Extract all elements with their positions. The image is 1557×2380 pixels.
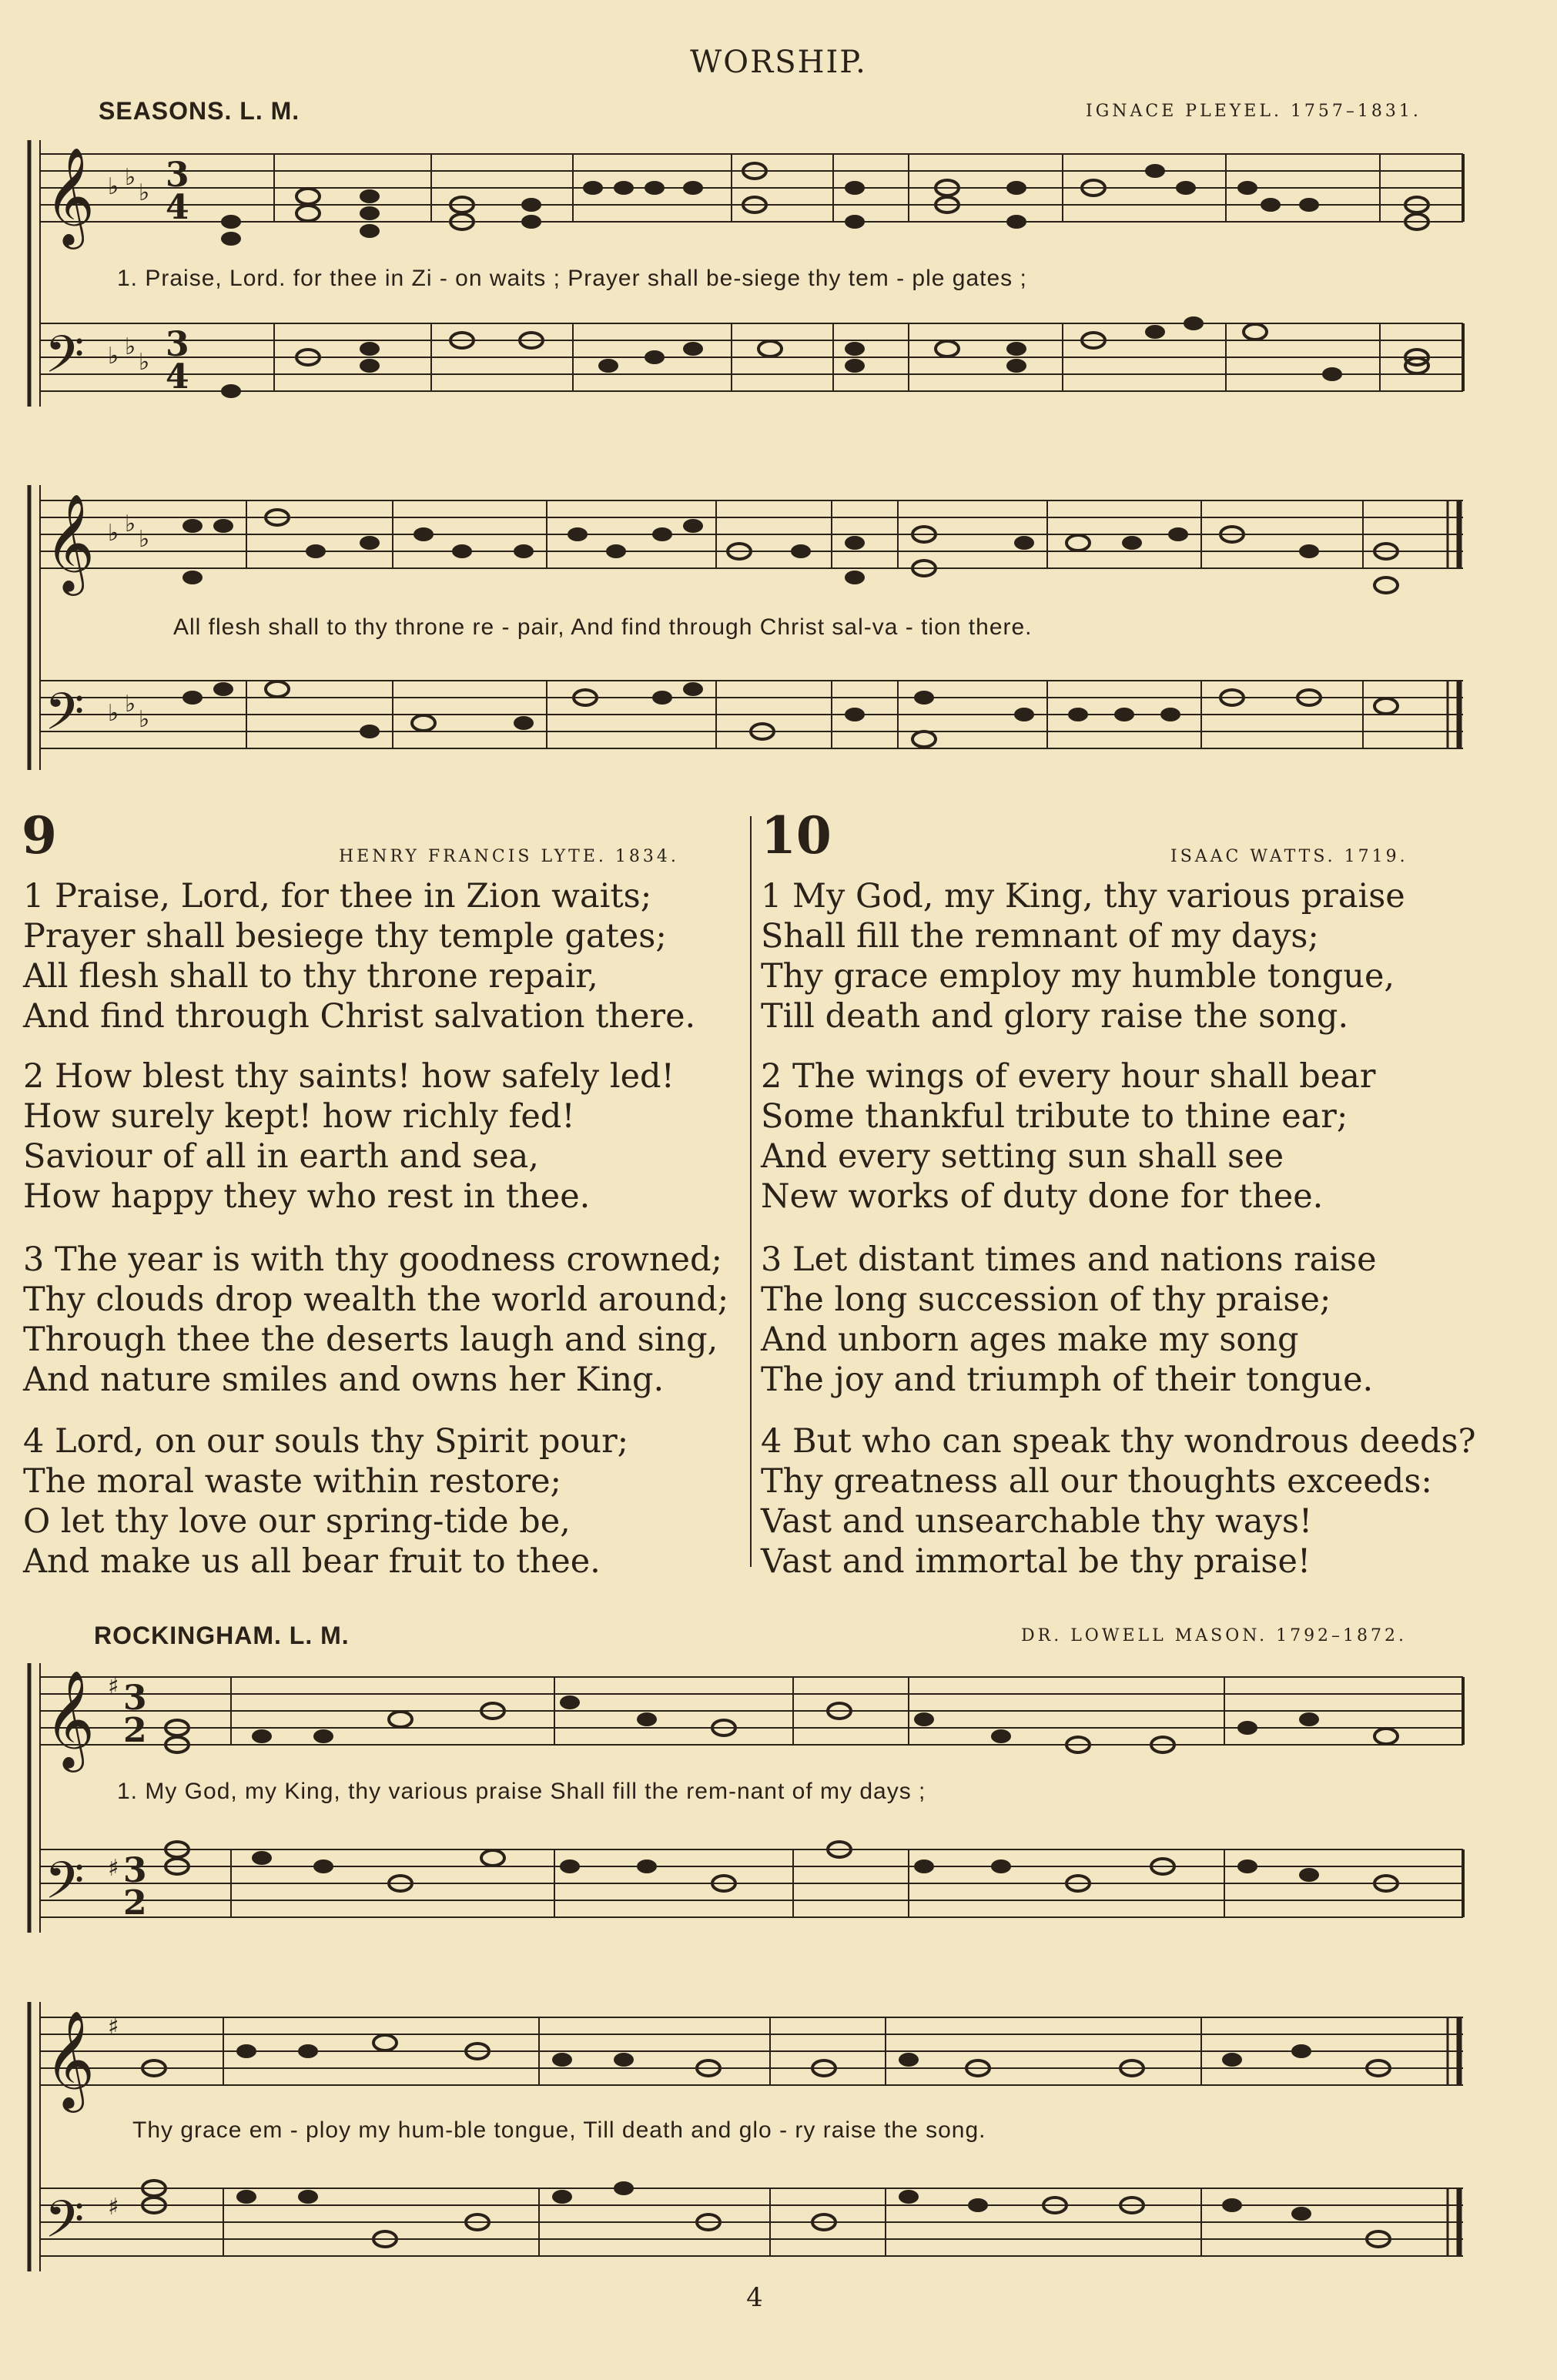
verse-line: All flesh shall to thy throne repair, xyxy=(23,957,598,996)
verse-line: Vast and immortal be thy praise! xyxy=(761,1542,1311,1581)
verse-line: 4 But who can speak thy wondrous deeds? xyxy=(761,1422,1476,1461)
svg-text:♭: ♭ xyxy=(108,700,119,727)
svg-text:♭: ♭ xyxy=(139,349,150,376)
svg-text:♭: ♭ xyxy=(125,691,136,718)
verse-line: Thy greatness all our thoughts exceeds: xyxy=(761,1462,1432,1501)
svg-text:♯: ♯ xyxy=(108,1673,119,1700)
page-number: 4 xyxy=(746,2282,763,2313)
tune-name-rockingham: ROCKINGHAM. L. M. xyxy=(94,1622,350,1649)
svg-text:♯: ♯ xyxy=(108,2194,119,2221)
hymn-author-10: ISAAC WATTS. 1719. xyxy=(1170,847,1408,866)
svg-text:𝄞: 𝄞 xyxy=(45,2010,95,2108)
svg-text:4: 4 xyxy=(166,188,189,227)
verse-line: Vast and unsearchable thy ways! xyxy=(761,1502,1313,1541)
svg-text:3: 3 xyxy=(123,1851,147,1890)
svg-text:3: 3 xyxy=(166,325,189,364)
svg-text:♭: ♭ xyxy=(108,343,119,370)
verse-line: Till death and glory raise the song. xyxy=(761,997,1349,1036)
verse-line: 4 Lord, on our souls thy Spirit pour; xyxy=(23,1422,629,1461)
verse-line: Through thee the deserts laugh and sing, xyxy=(23,1321,718,1359)
tune-seasons-lyric-2: All flesh shall to thy throne re - pair, And find through Christ sal-va - tion there. xyxy=(173,614,1033,640)
svg-text:3: 3 xyxy=(166,156,189,195)
svg-text:𝄞: 𝄞 xyxy=(45,1669,95,1768)
svg-text:♭: ♭ xyxy=(125,164,136,191)
hymn-number-10: 10 xyxy=(761,805,832,865)
svg-text:♭: ♭ xyxy=(139,179,150,206)
verse-line: And unborn ages make my song xyxy=(761,1321,1299,1359)
tune-rockingham-lyric-1: 1. My God, my King, thy various praise Shall fill the rem-nant of my days ; xyxy=(117,1779,926,1804)
svg-text:3: 3 xyxy=(123,1679,147,1718)
verse-line: Prayer shall besiege thy temple gates; xyxy=(23,917,667,956)
svg-text:𝄞: 𝄞 xyxy=(45,493,95,591)
svg-text:𝄞: 𝄞 xyxy=(45,146,95,245)
verse-line: Saviour of all in earth and sea, xyxy=(23,1137,539,1176)
svg-text:𝄢: 𝄢 xyxy=(45,325,85,397)
tune-composer-rockingham: DR. LOWELL MASON. 1792–1872. xyxy=(1021,1626,1408,1645)
verse-line: And every setting sun shall see xyxy=(761,1137,1284,1176)
verse-line: And find through Christ salvation there. xyxy=(23,997,696,1036)
verse-line: 1 My God, my King, thy various praise xyxy=(761,877,1405,916)
svg-text:♭: ♭ xyxy=(139,526,150,553)
verse-line: And make us all bear fruit to thee. xyxy=(23,1542,601,1581)
verse-line: The moral waste within restore; xyxy=(23,1462,562,1501)
verse-line: 1 Praise, Lord, for thee in Zion waits; xyxy=(23,877,652,916)
svg-text:2: 2 xyxy=(123,1711,147,1750)
tune-name-seasons: SEASONS. L. M. xyxy=(99,97,300,125)
hymn-author-9: HENRY FRANCIS LYTE. 1834. xyxy=(339,847,679,866)
tune-rockingham-lyric-2: Thy grace em - ploy my hum-ble tongue, Till death and glo - ry raise the song. xyxy=(132,2117,986,2143)
verse-line: Shall fill the remnant of my days; xyxy=(761,917,1319,956)
svg-text:𝄢: 𝄢 xyxy=(45,682,85,754)
verse-line: The long succession of thy praise; xyxy=(761,1280,1331,1319)
svg-text:♭: ♭ xyxy=(108,173,119,200)
svg-text:2: 2 xyxy=(123,1883,147,1923)
svg-text:♭: ♭ xyxy=(139,706,150,733)
verse-line: Thy clouds drop wealth the world around; xyxy=(23,1280,729,1319)
hymn-number-9: 9 xyxy=(22,805,57,865)
verse-line: The joy and triumph of their tongue. xyxy=(761,1361,1374,1399)
verse-line: Thy grace employ my humble tongue, xyxy=(761,957,1395,996)
verse-line: O let thy love our spring-tide be, xyxy=(23,1502,571,1541)
verse-line: 3 Let distant times and nations raise xyxy=(761,1240,1377,1279)
svg-text:𝄢: 𝄢 xyxy=(45,1851,85,1923)
svg-text:♭: ♭ xyxy=(125,333,136,360)
verse-line: How happy they who rest in thee. xyxy=(23,1177,591,1216)
tune-composer-seasons: IGNACE PLEYEL. 1757–1831. xyxy=(1086,102,1421,121)
verse-line: 2 How blest thy saints! how safely led! xyxy=(23,1057,675,1096)
verse-line: Some thankful tribute to thine ear; xyxy=(761,1097,1348,1136)
svg-text:♭: ♭ xyxy=(125,510,136,537)
svg-text:♯: ♯ xyxy=(108,1855,119,1882)
verse-line: 3 The year is with thy goodness crowned; xyxy=(23,1240,722,1279)
verse-line: How surely kept! how richly fed! xyxy=(23,1097,575,1136)
verse-line: 2 The wings of every hour shall bear xyxy=(761,1057,1376,1096)
verse-line: New works of duty done for thee. xyxy=(761,1177,1324,1216)
svg-text:𝄢: 𝄢 xyxy=(45,2190,85,2261)
svg-text:♯: ♯ xyxy=(108,2013,119,2040)
verse-line: And nature smiles and owns her King. xyxy=(23,1361,665,1399)
tune-seasons-lyric-1: 1. Praise, Lord. for thee in Zi - on waits ; Prayer shall be-siege thy tem - ple gates ; xyxy=(117,266,1027,291)
svg-text:♭: ♭ xyxy=(108,520,119,547)
page-header: WORSHIP. xyxy=(690,45,867,80)
svg-text:4: 4 xyxy=(166,357,189,397)
